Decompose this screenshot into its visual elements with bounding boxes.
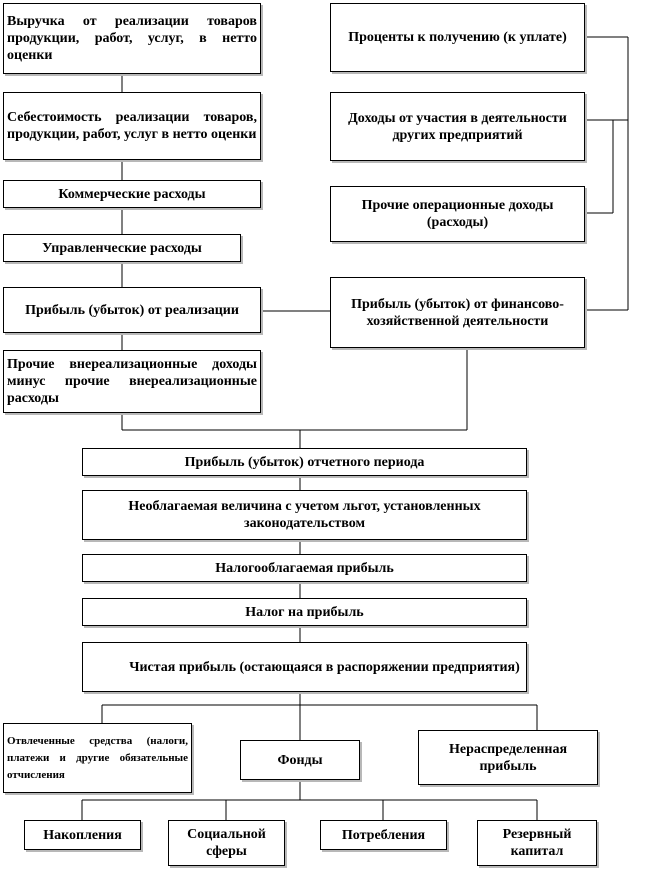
profit-tax-label: Налог на прибыль — [245, 604, 364, 620]
cost-label: Себестоимость реализации товаров, продукции, работ, услуг в нетто оценки — [7, 110, 257, 142]
taxable-profit-box — [82, 554, 527, 582]
reserve-capital-label: Резервный капитал — [502, 827, 572, 859]
commercial-expenses-label: Коммерческие расходы — [58, 186, 206, 202]
diverted-funds-label: Отвлеченные средства (налоги, платежи и другие обязательные отчисления — [7, 734, 188, 781]
non-operating-label: Прочие внереализационные доходы минус прочие внереализационные расходы — [7, 357, 257, 406]
net-profit-label: Чистая прибыль (остающаяся в распоряжении предприятия) — [129, 659, 520, 675]
interest-box — [330, 3, 585, 72]
net-profit-box — [82, 642, 527, 692]
sales-profit-box — [3, 287, 261, 333]
period-profit-box — [82, 448, 527, 476]
funds-box — [240, 740, 360, 780]
accumulation-box — [24, 820, 141, 850]
diverted-funds-box — [3, 723, 192, 793]
consumption-box — [320, 820, 447, 850]
cost-box — [3, 92, 261, 160]
participation-income-box — [330, 92, 585, 161]
retained-earnings-box — [418, 730, 598, 785]
financial-profit-box — [330, 277, 585, 348]
sales-profit-label: Прибыль (убыток) от реализации — [25, 302, 239, 318]
non-operating-box — [3, 350, 261, 413]
other-operating-label: Прочие операционные доходы (расходы) — [361, 198, 554, 230]
interest-label: Проценты к получению (к уплате) — [348, 30, 567, 45]
period-profit-label: Прибыль (убыток) отчетного периода — [184, 454, 425, 470]
funds-label: Фонды — [277, 752, 323, 768]
financial-profit-label: Прибыль (убыток) от финансово-хозяйственной деятельности — [351, 296, 564, 329]
non-taxable-label: Необлагаемая величина с учетом льгот, установленных законодательством — [128, 499, 481, 531]
consumption-label: Потребления — [341, 827, 426, 843]
retained-earnings-label: Нераспределенная прибыль — [448, 741, 568, 774]
revenue-label: Выручка от реализации товаров продукции, работ, услуг, в нетто оценки — [7, 14, 257, 63]
participation-income-label: Доходы от участия в деятельности других предприятий — [348, 110, 567, 143]
other-operating-box — [330, 186, 585, 242]
taxable-profit-label: Налогооблагаемая прибыль — [215, 560, 394, 576]
social-sphere-box — [168, 820, 285, 866]
revenue-box — [3, 3, 261, 74]
management-expenses-label: Управленческие расходы — [42, 240, 202, 256]
management-expenses-box — [3, 234, 241, 262]
commercial-expenses-box — [3, 180, 261, 208]
social-sphere-label: Социальной сферы — [187, 827, 266, 859]
accumulation-label: Накопления — [43, 827, 122, 843]
profit-tax-box — [82, 598, 527, 626]
non-taxable-box — [82, 490, 527, 540]
reserve-capital-box — [477, 820, 597, 866]
